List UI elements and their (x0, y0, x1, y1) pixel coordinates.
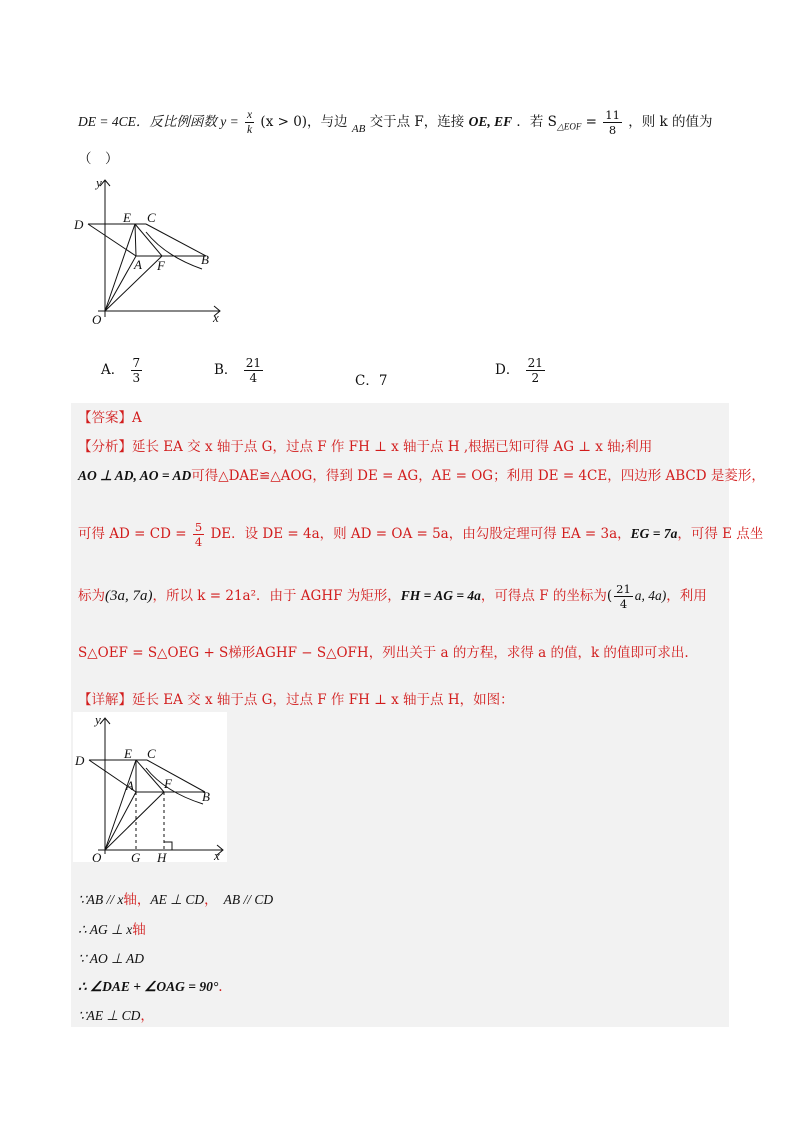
label-f: F (157, 258, 165, 273)
option-c[interactable]: C．7 (355, 373, 388, 389)
segments-oe-ef: OE, EF (468, 114, 513, 129)
question-text: DE = 4CE．反比例函数 y = (78, 114, 239, 129)
area-subscript: △EOF (556, 121, 582, 132)
label-f: F (164, 776, 172, 791)
option-a[interactable]: A． $\frac{7}{3}$ (101, 356, 141, 385)
proof-line-3: ∵ AO ⊥ AD (78, 951, 144, 966)
question-text: ．若 S (516, 114, 557, 130)
proof-line-4: ∴ ∠DAE + ∠OAG = 90°. (78, 979, 223, 995)
label-d: D (75, 753, 85, 768)
answer-paren: （ ） (78, 151, 119, 167)
analysis-line-3: 可得 AD = CD = $\frac{5}{4}$ DE．设 DE = 4a，则 AD = OA = 5a，由勾股定理可得 EA = 3a，EG = 7a，可得 E 点坐 (78, 520, 764, 549)
equals-sign: = (585, 114, 597, 130)
label-c: C (147, 746, 156, 761)
label-e: E (123, 210, 131, 225)
label-a: A (134, 257, 142, 272)
detail-line: 【详解】延长 EA 交 x 轴于点 G，过点 F 作 FH ⊥ x 轴于点 H，如图： (78, 692, 514, 708)
question-text: 交于点 F，连接 (369, 114, 465, 130)
detail-tag: 【详解】 (78, 692, 132, 708)
analysis-line-1: 【分析】延长 EA 交 x 轴于点 G，过点 F 作 FH ⊥ x 轴于点 H ,根据已知可得 AG ⊥ x 轴;利用 (78, 439, 653, 455)
label-y: y (96, 175, 102, 190)
proof-line-1: ∵AB // x轴，AE ⊥ CD， AB // CD (78, 892, 274, 908)
fraction-x-over-k: $\frac{x}{k}$ (247, 109, 253, 136)
question-text: ，则 k 的值为 (628, 114, 713, 130)
label-o: O (92, 312, 102, 327)
option-b[interactable]: B． $\frac{21}{4}$ (214, 356, 261, 385)
analysis-line-5: S△OEF = S△OEG + S梯形AGHF − S△OFH，列出关于 a 的方程，求得 a 的值，k 的值即可求出. (78, 645, 689, 661)
answer-line (78, 408, 142, 428)
label-o: O (92, 850, 102, 862)
answer-tag: 【答案】 (78, 410, 132, 426)
geometry-figure-2 (73, 712, 227, 862)
geometry-figure-1 (70, 172, 230, 332)
question-text: (x > 0)，与边 (260, 114, 348, 130)
label-y: y (95, 712, 101, 727)
analysis-line-2: AO ⊥ AD, AO = AD可得△DAE≌△AOG，得到 DE = AG，AE = OG；利用 DE = 4CE，四边形 ABCD 是菱形， (78, 468, 765, 484)
label-a: A (126, 778, 134, 793)
label-b: B (201, 252, 209, 267)
label-x: x (213, 310, 219, 325)
label-e: E (124, 746, 132, 761)
fraction-21-over-4: $\frac{21}{4}$ (616, 582, 631, 611)
option-d[interactable]: D． $\frac{21}{2}$ (495, 356, 543, 385)
proof-line-2: ∴ AG ⊥ x轴 (78, 922, 146, 938)
segment-ab: AB (351, 123, 366, 135)
label-b: B (202, 789, 210, 804)
proof-line-5: ∵AE ⊥ CD， (78, 1008, 154, 1024)
analysis-line-4: 标为(3a, 7a)，所以 k = 21a²．由于 AGHF 为矩形，FH = AG = 4a，可得点 F 的坐标为( $\frac{21}{4}$ a, 4a)，利用 (78, 582, 707, 611)
question-line-1 (78, 108, 712, 137)
label-x: x (214, 848, 220, 862)
fraction-11-over-8: $\frac{11}{8}$ (605, 108, 620, 137)
fraction-5-over-4: $\frac{5}{4}$ (194, 520, 203, 549)
label-h: H (157, 850, 167, 862)
label-c: C (147, 210, 156, 225)
answer-value: A (132, 410, 142, 426)
label-d: D (74, 217, 84, 232)
analysis-tag: 【分析】 (78, 439, 132, 455)
label-g: G (131, 850, 141, 862)
